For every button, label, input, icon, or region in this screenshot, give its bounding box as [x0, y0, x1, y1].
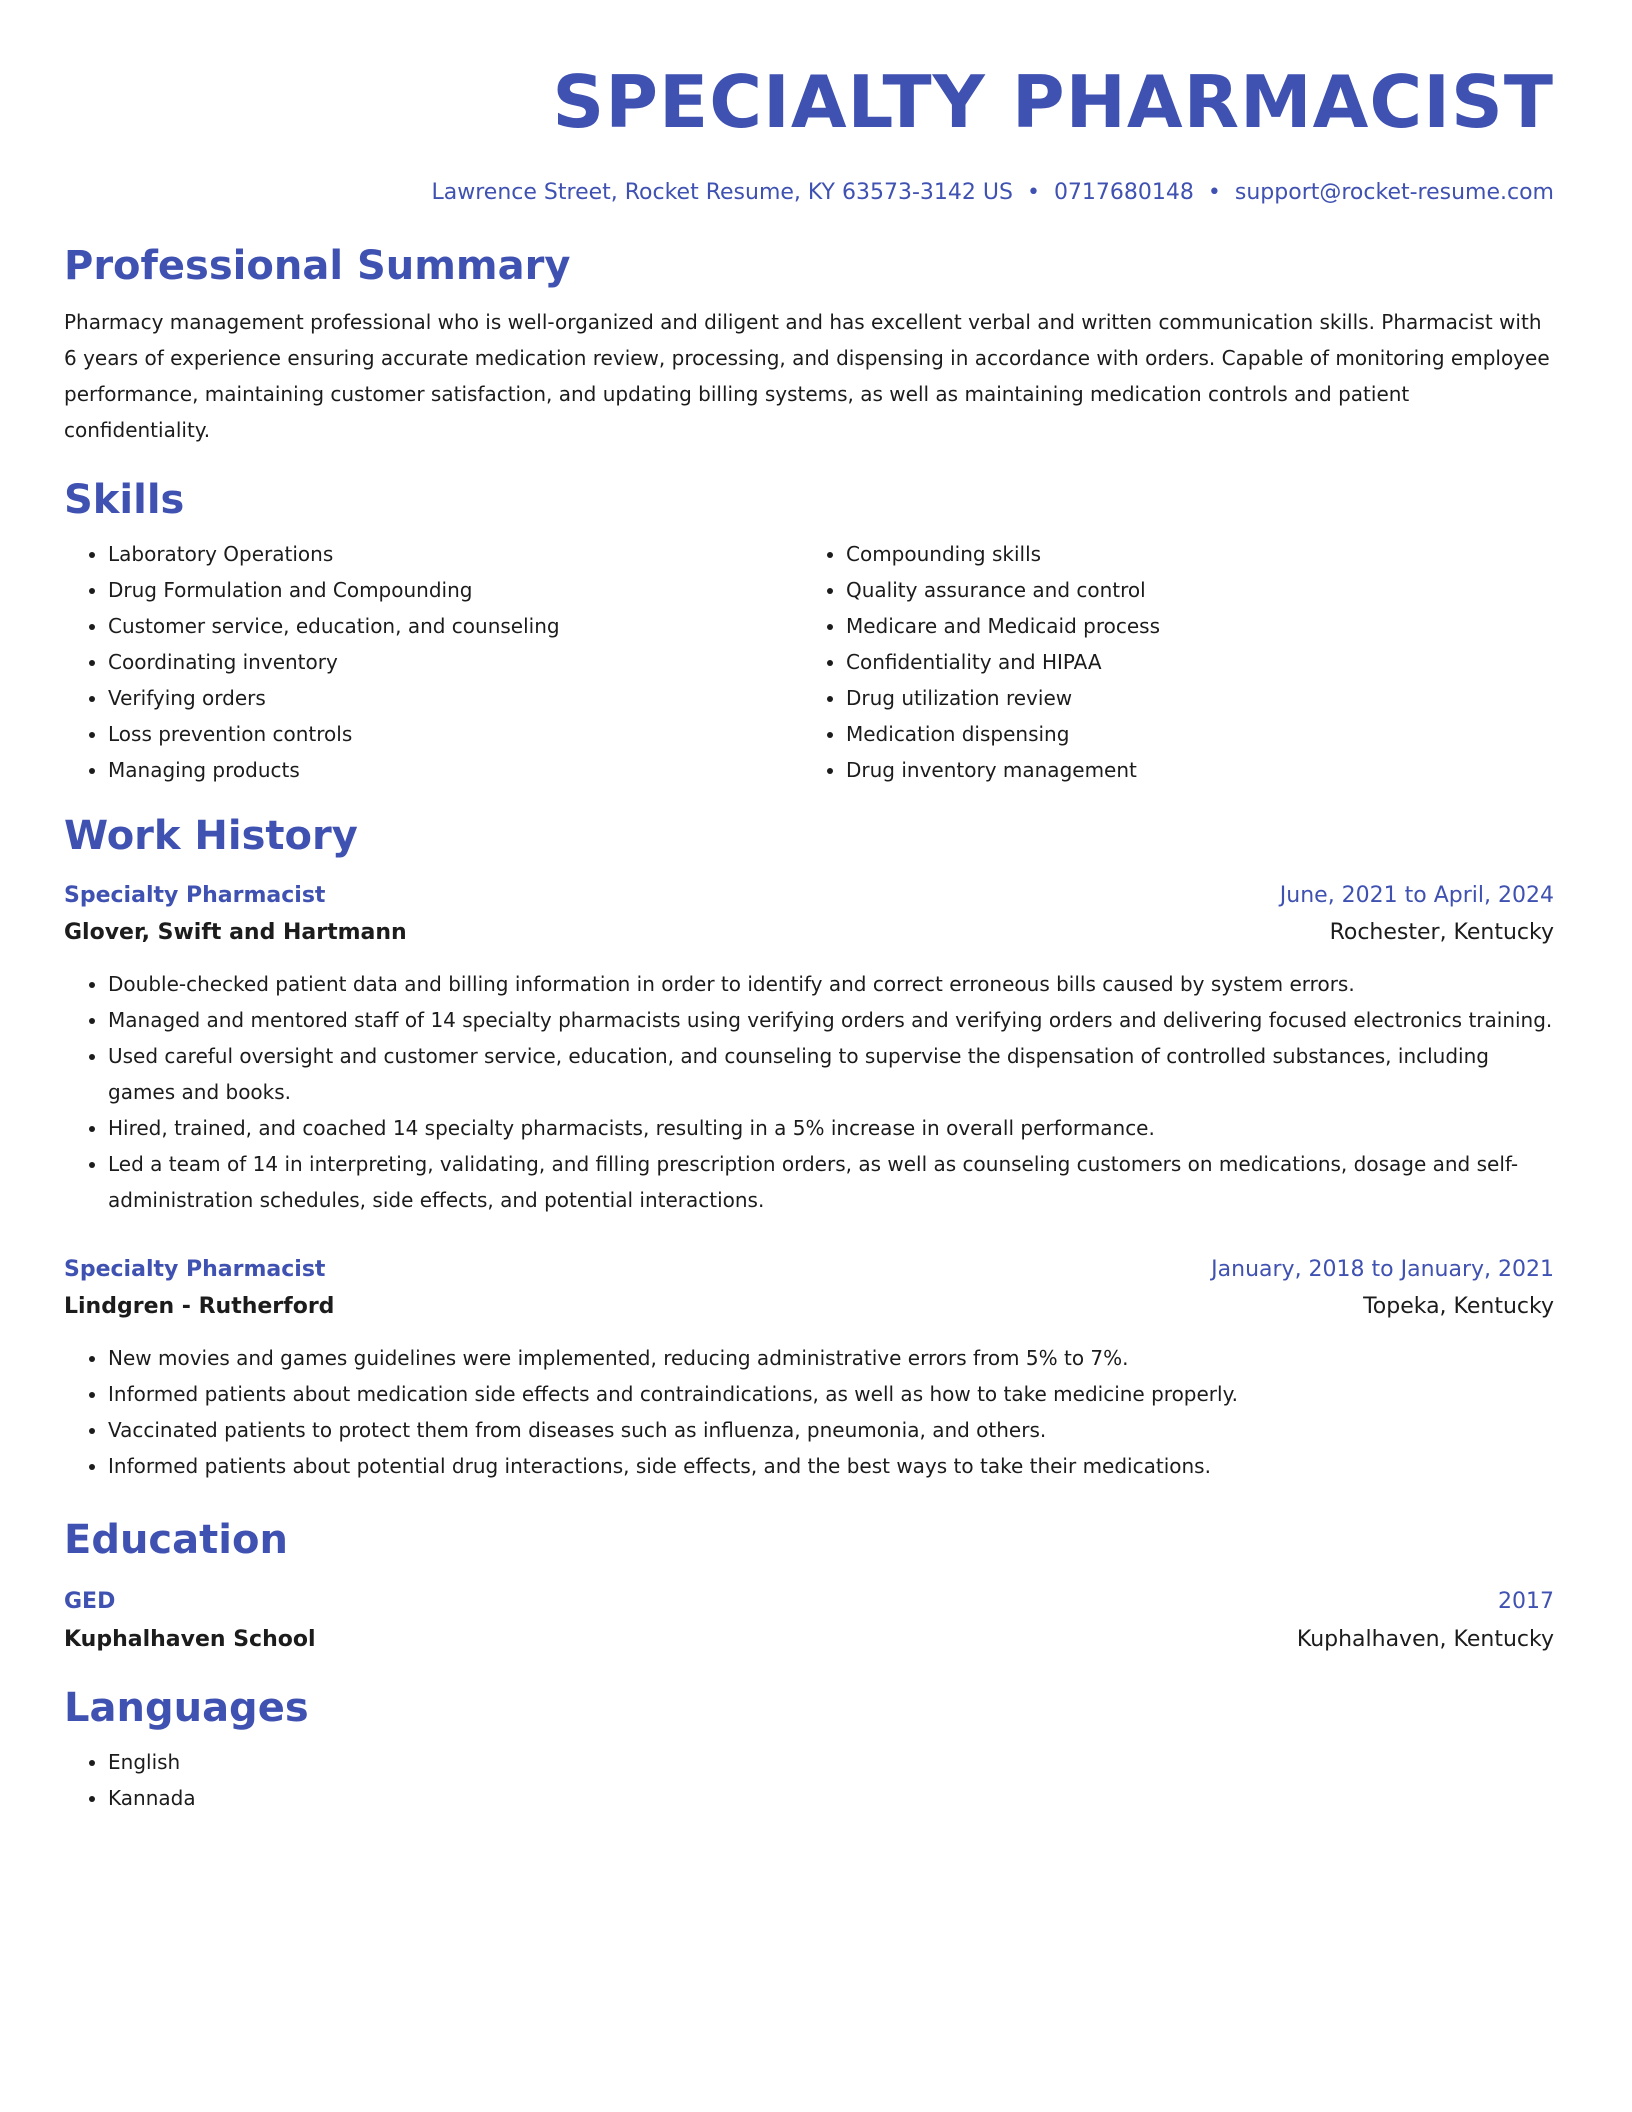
skill-item: • Managing products: [108, 752, 802, 788]
skill-item: • Medicare and Medicaid process: [846, 608, 1540, 644]
skill-item: • Verifying orders: [108, 680, 802, 716]
languages-section: [64, 1744, 1554, 1816]
skill-item: • Compounding skills: [846, 536, 1540, 572]
resume-name: SPECIALTY PHARMACIST: [552, 60, 1554, 144]
job-dates: January, 2018 to January, 2021: [1211, 1257, 1554, 1282]
job-location: Topeka, Kentucky: [1363, 1294, 1554, 1319]
skills-heading: Skills: [64, 477, 185, 523]
contact-line: [64, 178, 1554, 208]
contact-separator: •: [1026, 180, 1040, 205]
job-bullet: • Managed and mentored staff of 14 specialty pharmacists using verifying orders and verifying orders and delivering focused electronics training.: [108, 1002, 1554, 1038]
job-title: Specialty Pharmacist: [64, 883, 326, 908]
skill-item: • Laboratory Operations: [108, 536, 802, 572]
education-entry: [64, 1584, 1554, 1660]
job-bullet: • Led a team of 14 in interpreting, validating, and filling prescription orders, as well as counseling customers on medications, dosage and self-administration schedules, side effects, and potential interactions.: [108, 1146, 1554, 1218]
job-entry: [64, 878, 1554, 1218]
job-bullet: • Informed patients about potential drug interactions, side effects, and the best ways to take their medications.: [108, 1448, 1554, 1484]
skill-item: • Drug utilization review: [846, 680, 1540, 716]
skills-list: [64, 536, 1554, 788]
skill-item: • Medication dispensing: [846, 716, 1540, 752]
job-bullet: • Informed patients about medication side effects and contraindications, as well as how to take medicine properly.: [108, 1376, 1554, 1412]
job-bullets: [64, 966, 1554, 1218]
job-bullet: • Hired, trained, and coached 14 specialty pharmacists, resulting in a 5% increase in overall performance.: [108, 1110, 1554, 1146]
summary-heading: Professional Summary: [64, 243, 571, 289]
job-bullet: • Used careful oversight and customer service, education, and counseling to supervise the dispensation of controlled substances, including games and books.: [108, 1038, 1554, 1110]
work-history-heading: Work History: [64, 813, 358, 859]
contact-separator: •: [1207, 180, 1221, 205]
skill-item: • Confidentiality and HIPAA: [846, 644, 1540, 680]
contact-email: support@rocket-resume.com: [1234, 180, 1554, 205]
education-school: Kuphalhaven School: [64, 1627, 316, 1652]
job-bullets: [64, 1340, 1554, 1484]
skill-item: • Drug inventory management: [846, 752, 1540, 788]
education-heading: Education: [64, 1517, 288, 1563]
job-title: Specialty Pharmacist: [64, 1257, 326, 1282]
job-employer: Lindgren - Rutherford: [64, 1294, 335, 1319]
job-dates: June, 2021 to April, 2024: [1279, 883, 1554, 908]
job-bullet: • Vaccinated patients to protect them from diseases such as influenza, pneumonia, and others.: [108, 1412, 1554, 1448]
skill-item: • Quality assurance and control: [846, 572, 1540, 608]
summary-text: Pharmacy management professional who is well-organized and diligent and has excellent verbal and written communication skills. Pharmacist with 6 years of experience ensuring accurate medication review, processing, and dispensing in accordance with orders. Capable of monitoring employee performance, maintaining customer satisfaction, and updating billing systems, as well as maintaining medication controls and patient confidentiality.: [64, 310, 1550, 442]
skill-item: • Customer service, education, and counseling: [108, 608, 802, 644]
language-item: • English: [108, 1744, 1554, 1780]
skills-column-left: [64, 536, 802, 788]
skill-item: • Drug Formulation and Compounding: [108, 572, 802, 608]
education-year: 2017: [1498, 1589, 1554, 1614]
contact-address: Lawrence Street, Rocket Resume, KY 63573-3142 US: [431, 180, 1013, 205]
contact-phone: 0717680148: [1053, 180, 1194, 205]
job-location: Rochester, Kentucky: [1329, 920, 1554, 945]
skill-item: • Loss prevention controls: [108, 716, 802, 752]
education-degree: GED: [64, 1589, 116, 1614]
language-item: • Kannada: [108, 1780, 1554, 1816]
skill-item: • Coordinating inventory: [108, 644, 802, 680]
resume-page: [64, 58, 1554, 1816]
languages-heading: Languages: [64, 1685, 309, 1731]
job-employer: Glover, Swift and Hartmann: [64, 920, 407, 945]
job-bullet: • Double-checked patient data and billing information in order to identify and correct erroneous bills caused by system errors.: [108, 966, 1554, 1002]
job-bullet: • New movies and games guidelines were implemented, reducing administrative errors from 5% to 7%.: [108, 1340, 1554, 1376]
education-location: Kuphalhaven, Kentucky: [1296, 1627, 1554, 1652]
job-entry: [64, 1252, 1554, 1484]
languages-list: [64, 1744, 1554, 1816]
skills-column-right: [802, 536, 1540, 788]
